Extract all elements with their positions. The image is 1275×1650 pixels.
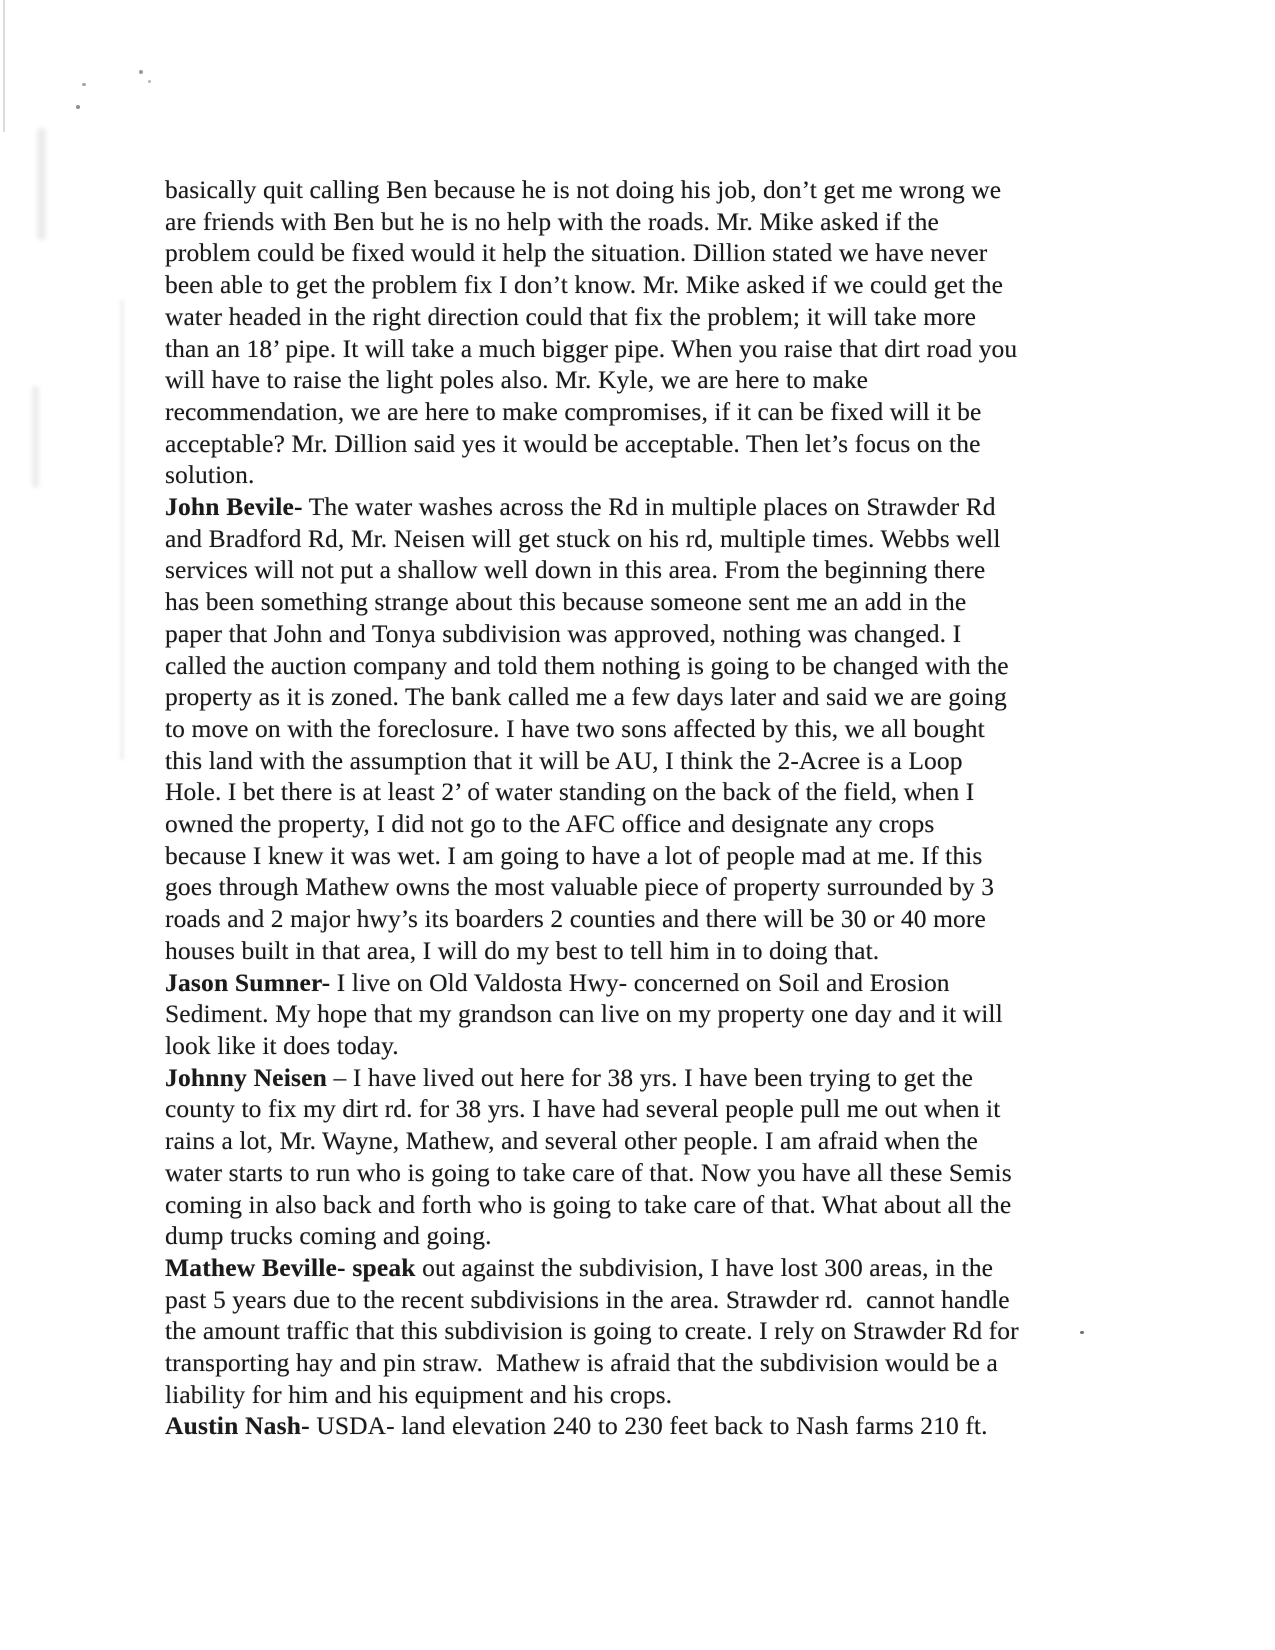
line-text: basically quit calling Ben because he is not doing his job, don’t get me wrong we xyxy=(165,175,1002,204)
text-line xyxy=(165,681,1165,713)
line-text: houses built in that area, I will do my best to tell him in to doing that. xyxy=(165,935,880,965)
scan-speck xyxy=(76,105,80,109)
text-line xyxy=(165,364,1165,396)
line-text: this land with the assumption that it will be AU, I think the 2-Acree is a Loop xyxy=(165,745,963,775)
line-text: paper that John and Tonya subdivision was approved, nothing was changed. I xyxy=(165,618,962,648)
text-line xyxy=(165,237,1165,269)
scan-streak xyxy=(120,300,124,760)
line-text: – I have lived out here for 38 yrs. I have been trying to get the xyxy=(327,1062,974,1092)
text-line xyxy=(165,1315,1165,1347)
line-text: rains a lot, Mr. Wayne, Mathew, and several other people. I am afraid when the xyxy=(165,1126,978,1156)
text-line xyxy=(165,333,1165,365)
line-text: look like it does today. xyxy=(165,1030,399,1060)
line-text: are friends with Ben but he is no help with the roads. Mr. Mike asked if the xyxy=(165,206,939,236)
line-text: transporting hay and pin straw. Mathew is afraid that the subdivision would be a xyxy=(165,1348,998,1378)
line-text: out against the subdivision, I have lost 300 areas, in the xyxy=(415,1252,994,1282)
line-text: liability for him and his equipment and his crops. xyxy=(165,1379,673,1409)
text-line xyxy=(165,840,1165,872)
line-text: acceptable? Mr. Dillion said yes it would be acceptable. Then let’s focus on the xyxy=(165,428,981,458)
line-text: dump trucks coming and going. xyxy=(165,1221,492,1251)
line-text: been able to get the problem fix I don’t know. Mr. Mike asked if we could get the xyxy=(165,270,1004,300)
line-text: because I knew it was wet. I am going to have a lot of people mad at me. If this xyxy=(165,840,983,870)
scan-smudge xyxy=(37,128,46,240)
text-line xyxy=(165,903,1165,935)
text-line xyxy=(165,396,1165,428)
text-line xyxy=(165,935,1165,967)
text-line xyxy=(165,713,1165,745)
text-line xyxy=(165,1125,1165,1157)
line-text: called the auction company and told them nothing is going to be changed with the xyxy=(165,650,1009,680)
speaker-name: Mathew Beville- speak xyxy=(165,1252,416,1282)
text-line xyxy=(165,871,1165,903)
text-line xyxy=(165,1284,1165,1316)
text-line xyxy=(165,967,1165,999)
line-text: The water washes across the Rd in multiple places on Strawder Rd xyxy=(302,492,996,522)
text-line xyxy=(165,301,1165,333)
text-line xyxy=(165,1220,1165,1252)
text-line xyxy=(165,776,1165,808)
line-text: will have to raise the light poles also. Mr. Kyle, we are here to make xyxy=(165,365,869,395)
text-line xyxy=(165,269,1165,301)
text-line xyxy=(165,1410,1165,1442)
text-line xyxy=(165,1189,1165,1221)
text-line xyxy=(165,1252,1165,1284)
speaker-name: John Bevile- xyxy=(165,492,303,522)
line-text: solution. xyxy=(165,460,255,490)
line-text: services will not put a shallow well down in this area. From the beginning there xyxy=(165,555,986,585)
line-text: water headed in the right direction could that fix the problem; it will take more xyxy=(165,301,977,331)
line-text: coming in also back and forth who is going to take care of that. What about all the xyxy=(165,1189,1012,1219)
text-line xyxy=(165,428,1165,460)
scan-speck xyxy=(139,70,143,74)
speaker-name: Johnny Neisen xyxy=(165,1062,328,1092)
line-text: water starts to run who is going to take care of that. Now you have all these Semis xyxy=(165,1157,1012,1187)
scan-speck xyxy=(148,80,151,83)
line-text: to move on with the foreclosure. I have two sons affected by this, we all bought xyxy=(165,713,985,743)
line-text: the amount traffic that this subdivision is going to create. I rely on Strawder Rd for xyxy=(165,1316,1019,1346)
line-text: past 5 years due to the recent subdivisions in the area. Strawder rd. cannot handle xyxy=(165,1284,1010,1314)
text-line xyxy=(165,1157,1165,1189)
text-line xyxy=(165,1062,1165,1094)
text-line xyxy=(165,618,1165,650)
text-line xyxy=(165,745,1165,777)
line-text: Sediment. My hope that my grandson can live on my property one day and it will xyxy=(165,999,1003,1029)
document-text-block xyxy=(165,174,1165,1442)
text-line xyxy=(165,808,1165,840)
line-text: roads and 2 major hwy’s its boarders 2 counties and there will be 30 or 40 more xyxy=(165,904,986,934)
line-text: county to fix my dirt rd. for 38 yrs. I have had several people pull me out when it xyxy=(165,1094,1001,1124)
line-text: recommendation, we are here to make compromises, if it can be fixed will it be xyxy=(165,396,982,426)
scan-smudge xyxy=(32,386,39,488)
text-line xyxy=(165,998,1165,1030)
text-line xyxy=(165,206,1165,238)
text-line xyxy=(165,1030,1165,1062)
line-text: owned the property, I did not go to the AFC office and designate any crops xyxy=(165,809,935,839)
text-line xyxy=(165,1379,1165,1411)
line-text: I live on Old Valdosta Hwy- concerned on Soil and Erosion xyxy=(330,967,950,997)
line-text: Hole. I bet there is at least 2’ of water standing on the back of the field, when I xyxy=(165,777,975,807)
speaker-name: Jason Sumner- xyxy=(165,967,331,997)
text-line xyxy=(165,174,1165,206)
line-text: USDA- land elevation 240 to 230 feet back to Nash farms 210 ft. xyxy=(309,1411,988,1441)
text-line xyxy=(165,459,1165,491)
line-text: than an 18’ pipe. It will take a much bigger pipe. When you raise that dirt road you xyxy=(165,333,1018,363)
text-line xyxy=(165,1093,1165,1125)
line-text: property as it is zoned. The bank called me a few days later and said we are going xyxy=(165,682,1007,712)
text-line xyxy=(165,650,1165,682)
text-line xyxy=(165,523,1165,555)
text-line xyxy=(165,1347,1165,1379)
speaker-name: Austin Nash- xyxy=(165,1411,310,1441)
text-line xyxy=(165,491,1165,523)
scan-edge-line xyxy=(3,0,5,132)
line-text: problem could be fixed would it help the situation. Dillion stated we have never xyxy=(165,238,988,268)
text-line xyxy=(165,586,1165,618)
scan-speck xyxy=(82,83,86,86)
line-text: has been something strange about this because someone sent me an add in the xyxy=(165,587,967,617)
text-line xyxy=(165,554,1165,586)
line-text: and Bradford Rd, Mr. Neisen will get stuck on his rd, multiple times. Webbs well xyxy=(165,523,1001,553)
line-text: goes through Mathew owns the most valuable piece of property surrounded by 3 xyxy=(165,872,995,902)
